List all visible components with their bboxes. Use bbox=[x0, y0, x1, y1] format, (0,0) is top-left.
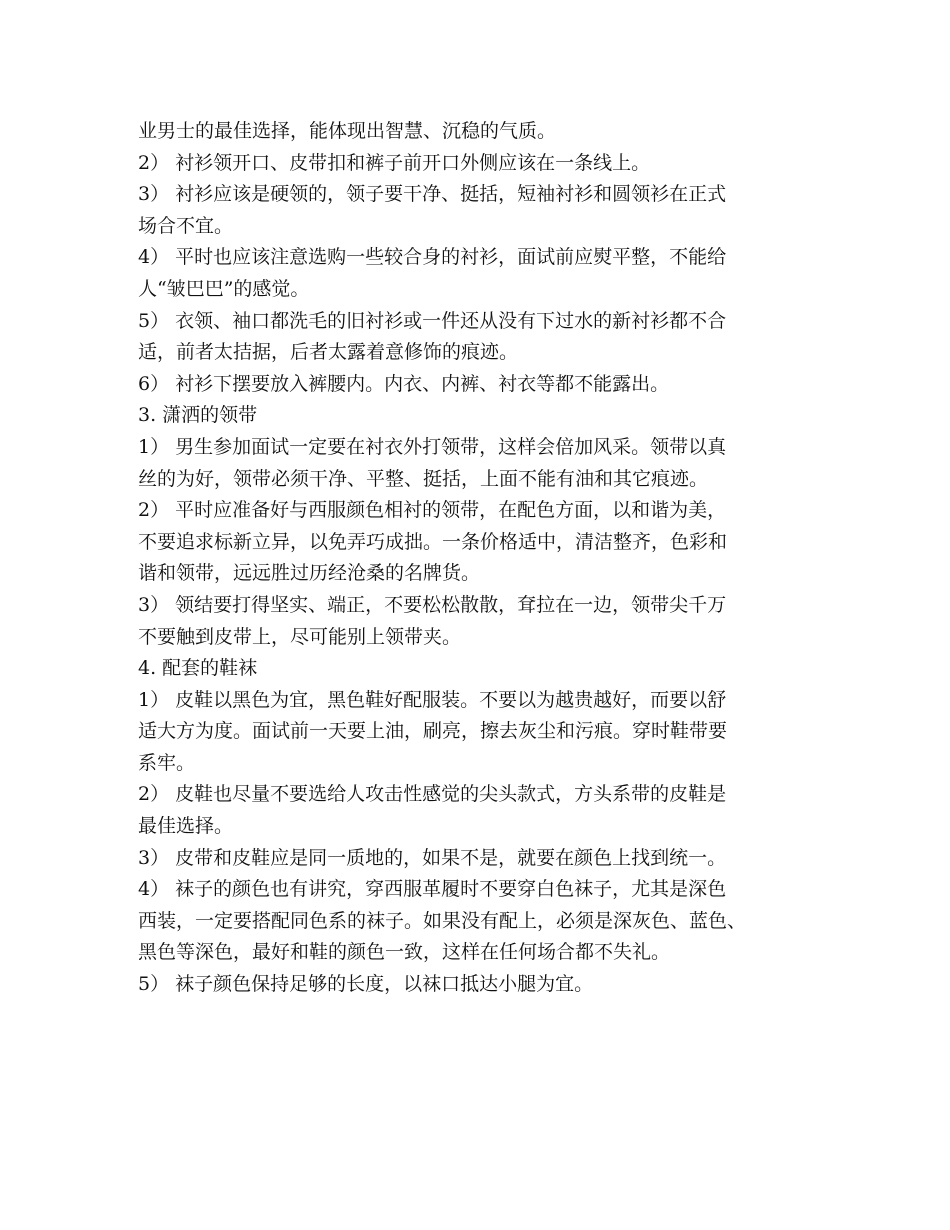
document-body bbox=[138, 116, 828, 1001]
text-line: 人“皱巴巴”的感觉。 bbox=[138, 277, 310, 300]
section-heading-tie: 3. 潇洒的领带 bbox=[138, 404, 258, 427]
list-item-text: 4） 平时也应该注意选购一些较合身的衬衫，面试前应熨平整，不能给 bbox=[138, 246, 727, 269]
section-heading-shoes-socks: 4. 配套的鞋袜 bbox=[138, 657, 258, 680]
list-item-text: 2） 衬衫领开口、皮带扣和裤子前开口外侧应该在一条线上。 bbox=[138, 151, 651, 174]
text-line: 业男士的最佳选择，能体现出智慧、沉稳的气质。 bbox=[138, 120, 557, 142]
list-item-text: 5） 袜子颜色保持足够的长度，以袜口抵达小腿为宜。 bbox=[138, 973, 594, 996]
text-line: 适，前者太拮据，后者太露着意修饰的痕迹。 bbox=[138, 341, 519, 364]
text-line: 场合不宜。 bbox=[138, 214, 234, 237]
text-line: 系牢。 bbox=[138, 751, 196, 774]
list-item-text: 3） 衬衫应该是硬领的，领子要干净、挺括，短袖衬衫和圆领衫在正式 bbox=[138, 183, 727, 206]
text-line: 不要追求标新立异，以免弄巧成拙。一条价格适中，清洁整齐，色彩和 bbox=[138, 530, 728, 553]
list-item-text: 1） 男生参加面试一定要在衬衣外打领带，这样会倍加风采。领带以真 bbox=[138, 435, 727, 458]
text-line: 西装，一定要搭配同色系的袜子。如果没有配上，必须是深灰色、蓝色、 bbox=[138, 909, 747, 932]
list-item-text: 4） 袜子的颜色也有讲究，穿西服革履时不要穿白色袜子，尤其是深色 bbox=[138, 878, 727, 901]
text-line: 丝的为好，领带必须干净、平整、挺括，上面不能有油和其它痕迹。 bbox=[138, 467, 709, 490]
text-line: 最佳选择。 bbox=[138, 815, 234, 838]
list-item-text: 1） 皮鞋以黑色为宜，黑色鞋好配服装。不要以为越贵越好，而要以舒 bbox=[138, 688, 727, 711]
list-item-text: 5） 衣领、袖口都洗毛的旧衬衫或一件还从没有下过水的新衬衫都不合 bbox=[138, 309, 727, 332]
text-line: 黑色等深色，最好和鞋的颜色一致，这样在任何场合都不失礼。 bbox=[138, 941, 671, 964]
text-line: 适大方为度。面试前一天要上油，刷亮，擦去灰尘和污痕。穿时鞋带要 bbox=[138, 720, 728, 743]
list-item-text: 2） 平时应准备好与西服颜色相衬的领带，在配色方面，以和谐为美， bbox=[138, 499, 727, 522]
list-item-text: 2） 皮鞋也尽量不要选给人攻击性感觉的尖头款式，方头系带的皮鞋是 bbox=[138, 783, 727, 806]
text-line: 不要触到皮带上，尽可能别上领带夹。 bbox=[138, 625, 462, 648]
list-item-text: 3） 皮带和皮鞋应是同一质地的，如果不是，就要在颜色上找到统一。 bbox=[138, 846, 727, 869]
list-item-text: 3） 领结要打得坚实、端正，不要松松散散，耷拉在一边，领带尖千万 bbox=[138, 593, 727, 616]
text-line: 谐和领带，远远胜过历经沧桑的名牌货。 bbox=[138, 562, 481, 585]
list-item-text: 6） 衬衫下摆要放入裤腰内。内衣、内裤、衬衣等都不能露出。 bbox=[138, 372, 670, 395]
